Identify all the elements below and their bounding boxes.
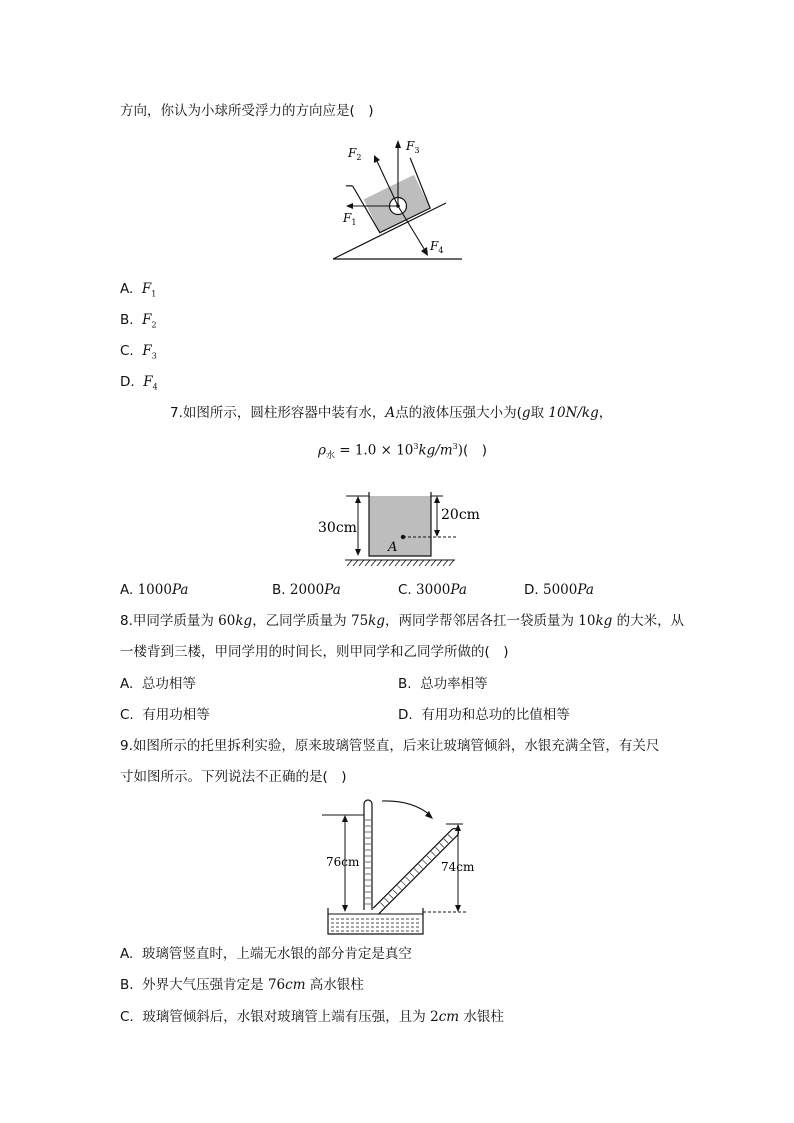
label-74cm: 74cm: [441, 860, 475, 874]
q7-option-d[interactable]: D. 5000Pa: [524, 582, 594, 598]
q8-stem-line2: 一楼背到三楼，甲同学用的时间长，则甲同学和乙同学所做的( ): [120, 644, 509, 660]
q8-option-d[interactable]: D. 有用功和总功的比值相等: [398, 707, 570, 723]
rotation-arrow: [382, 801, 430, 815]
q8-stem-line1: 8.甲同学质量为 60kg，乙同学质量为 75kg，两同学帮邻居各扛一袋质量为 10kg 的大米，从: [120, 613, 685, 629]
q9-stem-line2: 寸如图所示。下列说法不正确的是( ): [120, 769, 347, 785]
label-point-a: A: [388, 540, 398, 555]
vertical-tube: [364, 800, 372, 910]
q6-option-b[interactable]: B. $F_2$: [120, 312, 157, 330]
q6-option-d[interactable]: D. $F_4$: [120, 374, 158, 392]
label-f3: $F_3$: [406, 139, 420, 155]
q9-stem-line1: 9.如图所示的托里拆利实验，原来玻璃管竖直，后来让玻璃管倾斜，水银充满全管，有关尺: [120, 738, 660, 754]
label-f2: $F_2$: [348, 146, 362, 162]
q7-option-c[interactable]: C. 3000Pa: [398, 582, 467, 598]
q9-option-a[interactable]: A. 玻璃管竖直时，上端无水银的部分肯定是真空: [120, 946, 412, 962]
q7-option-a[interactable]: A. 1000Pa: [120, 582, 189, 598]
q8-option-b[interactable]: B. 总功率相等: [398, 676, 488, 692]
label-20cm: 20cm: [441, 507, 480, 523]
label-f4: $F_4$: [430, 239, 444, 255]
q6-stem-tail: 方向，你认为小球所受浮力的方向应是( ): [120, 103, 374, 119]
q6-option-c[interactable]: C. $F_3$: [120, 343, 157, 361]
label-f1: $F_1$: [343, 211, 357, 227]
label-30cm: 30cm: [318, 520, 357, 536]
q9-option-c[interactable]: C. 玻璃管倾斜后，水银对玻璃管上端有压强，且为 2cm 水银柱: [120, 1009, 504, 1025]
q9-option-b[interactable]: B. 外界大气压强肯定是 76cm 高水银柱: [120, 977, 364, 993]
q8-option-c[interactable]: C. 有用功相等: [120, 707, 210, 723]
q6-option-a[interactable]: A. $F_1$: [120, 281, 157, 299]
label-76cm: 76cm: [326, 855, 360, 869]
q7-stem-line1: 7.如图所示，圆柱形容器中装有水，A点的液体压强大小为(g取 10N/kg，: [170, 405, 613, 421]
q8-option-a[interactable]: A. 总功相等: [120, 676, 196, 692]
q7-option-b[interactable]: B. 2000Pa: [272, 582, 341, 598]
q7-stem-line2: $\rho_水 = 1.0 \times 10^3kg/m^3$)( ): [318, 442, 488, 462]
